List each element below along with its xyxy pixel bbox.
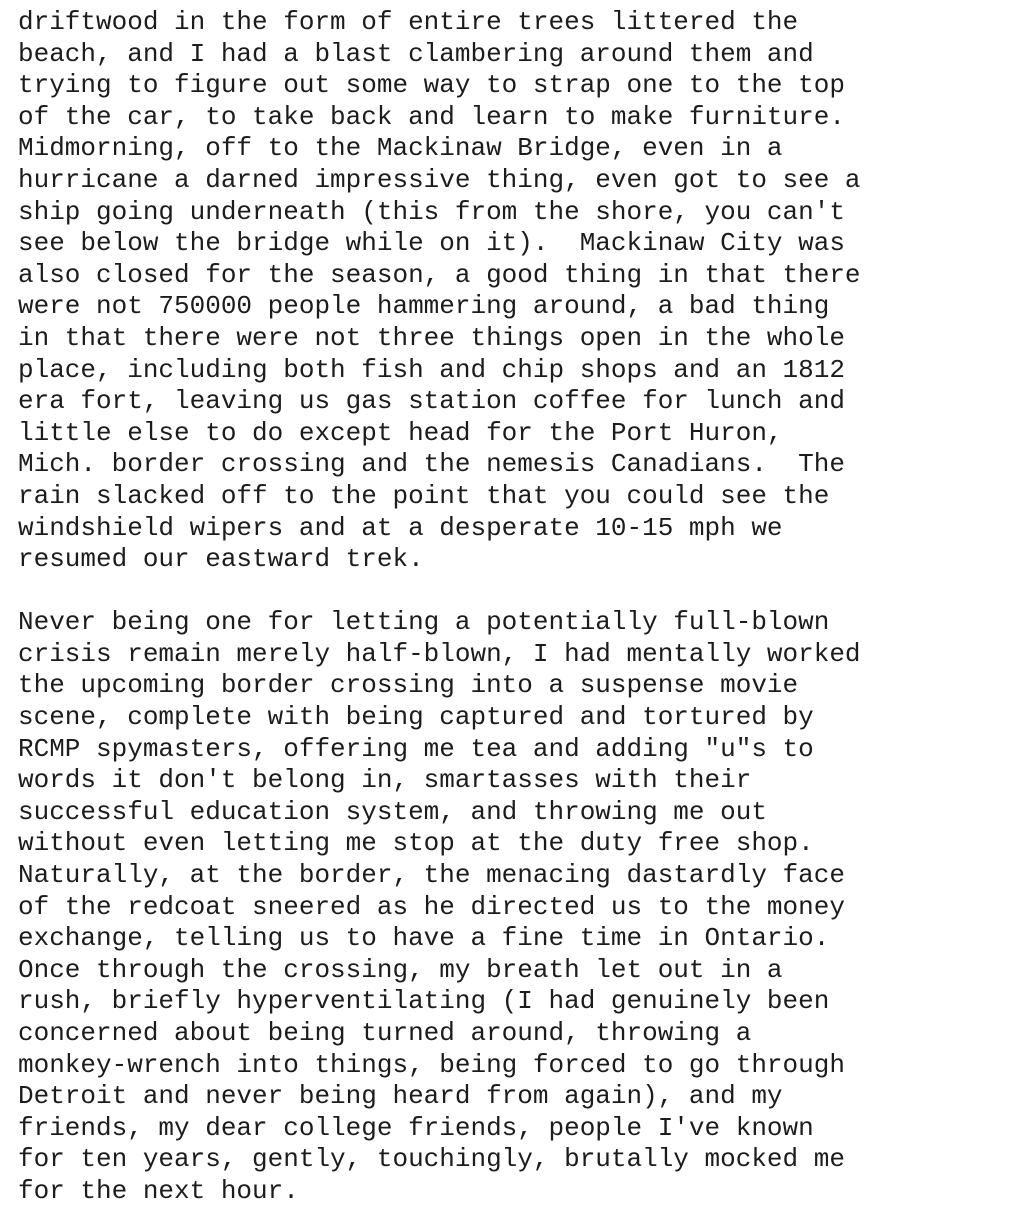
text-line: see below the bridge while on it). Mackinaw City was xyxy=(18,228,845,259)
text-line: windshield wipers and at a desperate 10-15 mph we xyxy=(18,512,783,543)
text-line: era fort, leaving us gas station coffee for lunch and xyxy=(18,386,845,417)
paragraph-1 xyxy=(18,7,1018,576)
paragraph-2 xyxy=(18,607,1018,1207)
text-line: place, including both fish and chip shops and an 1812 xyxy=(18,354,845,385)
text-line: for ten years, gently, touchingly, brutally mocked me xyxy=(18,1144,845,1175)
text-line: Detroit and never being heard from again), and my xyxy=(18,1081,783,1112)
text-line: Once through the crossing, my breath let out in a xyxy=(18,954,783,985)
text-line: beach, and I had a blast clambering around them and xyxy=(18,38,814,69)
text-line: rush, briefly hyperventilating (I had genuinely been xyxy=(18,986,830,1017)
text-line: without even letting me stop at the duty free shop. xyxy=(18,828,814,859)
text-line: trying to figure out some way to strap one to the top xyxy=(18,70,845,101)
text-line: of the car, to take back and learn to make furniture. xyxy=(18,101,845,132)
text-line: little else to do except head for the Port Huron, xyxy=(18,417,783,448)
text-line: in that there were not three things open in the whole xyxy=(18,322,845,353)
text-line: concerned about being turned around, throwing a xyxy=(18,1018,752,1048)
text-line: Naturally, at the border, the menacing dastardly face xyxy=(18,860,845,891)
text-line: exchange, telling us to have a fine time in Ontario. xyxy=(18,923,830,954)
text-line: of the redcoat sneered as he directed us to the money xyxy=(18,891,845,922)
text-line: were not 750000 people hammering around, a bad thing xyxy=(18,291,830,322)
text-line: rain slacked off to the point that you could see the xyxy=(18,480,830,511)
text-line: successful education system, and throwing me out xyxy=(18,796,767,827)
paragraph-gap xyxy=(18,576,1018,608)
document-page xyxy=(18,7,1018,1208)
text-line: Midmorning, off to the Mackinaw Bridge, even in a xyxy=(18,133,783,164)
text-line: also closed for the season, a good thing in that there xyxy=(18,259,861,290)
text-line: RCMP spymasters, offering me tea and adding "u"s to xyxy=(18,733,814,764)
text-line: Never being one for letting a potentially full-blown xyxy=(18,607,830,638)
text-line: the upcoming border crossing into a suspense movie xyxy=(18,670,799,701)
text-line: words it don't belong in, smartasses with their xyxy=(18,765,752,796)
text-line: for the next hour. xyxy=(18,1175,299,1206)
text-line: resumed our eastward trek. xyxy=(18,544,424,575)
text-line: hurricane a darned impressive thing, even got to see a xyxy=(18,164,861,195)
text-line: friends, my dear college friends, people I've known xyxy=(18,1112,814,1143)
text-line: ship going underneath (this from the shore, you can't xyxy=(18,196,845,227)
text-line: Mich. border crossing and the nemesis Canadians. The xyxy=(18,449,845,480)
text-line: scene, complete with being captured and tortured by xyxy=(18,702,814,733)
text-line: driftwood in the form of entire trees littered the xyxy=(18,7,799,37)
text-line: monkey-wrench into things, being forced to go through xyxy=(18,1049,845,1080)
text-line: crisis remain merely half-blown, I had mentally worked xyxy=(18,638,861,669)
